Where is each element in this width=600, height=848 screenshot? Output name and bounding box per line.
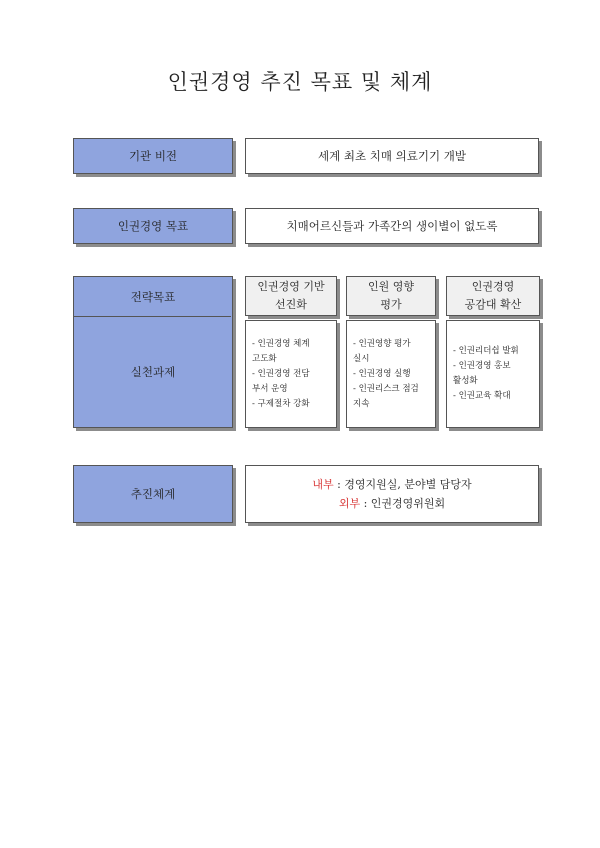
practice-3-item-2: - 인권경영 홍보 [453,361,511,371]
goal-label-box [73,208,233,244]
strategy-header-2-line1: 인원 영향 [367,280,414,293]
system-external-line [339,494,445,513]
practice-1-item-5: - 구제절차 강화 [252,398,310,409]
system-label: 추진체계 [130,487,176,501]
practice-2-item-1: - 인권영향 평가 [353,338,411,349]
strategy-header-1 [245,276,337,316]
strategy-divider [73,316,231,317]
system-external-label: 외부 [338,497,361,510]
practice-2-item-4: - 인권리스크 점검 [353,383,419,394]
strategy-header-3-line1: 인권경영 [471,280,515,293]
practice-2-item-2: 실시 [353,353,370,364]
practice-1-item-2: 고도화 [252,353,277,364]
strategy-label-box [73,276,233,428]
vision-label-box [73,138,233,174]
strategy-header-3 [446,276,540,316]
practice-box-3 [446,320,540,428]
practice-1-item-3: - 인권경영 전담 [252,368,310,379]
strategy-header-1-line1: 인권경영 기반 [257,280,325,293]
practice-3-item-4: - 인권교육 확대 [453,391,511,401]
goal-value-box [245,208,539,244]
system-internal-line [312,475,471,494]
practice-3-item-3: 활성화 [453,376,478,386]
strategy-header-2-line2: 평가 [380,298,402,311]
vision-value-box [245,138,539,174]
system-value-box [245,465,539,523]
practice-3-item-1: - 인권리더쉽 발휘 [453,346,519,356]
practice-1-item-1: - 인권경영 체계 [252,338,310,349]
goal-label: 인권경영 목표 [117,219,189,233]
vision-value: 세계 최초 치매 의료기기 개발 [318,149,466,163]
goal-value: 치매어르신들과 가족간의 생이별이 없도록 [286,219,498,233]
practice-1-item-4: 부서 운영 [252,383,288,394]
strategy-label: 전략목표 [130,290,176,304]
system-label-box [73,465,233,523]
practice-box-1 [245,320,337,428]
practice-2-item-5: 지속 [353,398,370,409]
strategy-header-3-line2: 공감대 확산 [464,298,522,311]
system-external-value: : 인권경영위원회 [360,497,446,510]
practice-box-2 [346,320,436,428]
practice-2-item-3: - 인권경영 실행 [353,368,411,379]
system-internal-value: : 경영지원실, 분야별 담당자 [333,478,472,491]
page-title: 인권경영 추진 목표 및 체계 [167,70,433,94]
strategy-header-1-line2: 선진화 [275,298,307,311]
system-internal-label: 내부 [312,478,334,491]
practice-label: 실천과제 [130,365,176,379]
strategy-header-2 [346,276,436,316]
vision-label: 기관 비전 [128,149,178,163]
